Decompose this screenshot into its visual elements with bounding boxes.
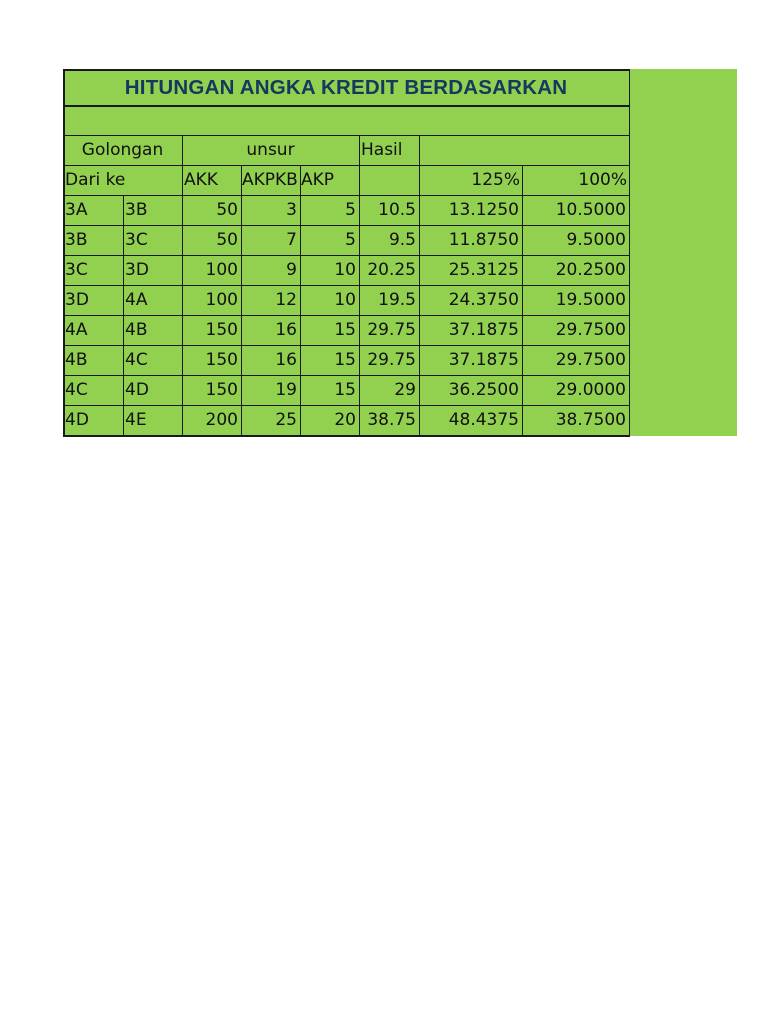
cell-hasil: 20.25 (367, 260, 416, 280)
grid-line-bottom (63, 435, 630, 437)
grid-line-top (63, 69, 630, 71)
cell-dari: 4C (65, 380, 88, 400)
cell-ke: 3C (125, 230, 148, 250)
cell-akp: 5 (345, 200, 356, 220)
cell-p100: 19.5000 (555, 290, 626, 310)
cell-akk: 100 (205, 260, 238, 280)
cell-p125: 36.2500 (448, 380, 519, 400)
cell-p100: 29.7500 (555, 320, 626, 340)
cell-akk: 150 (205, 320, 238, 340)
cell-hasil: 19.5 (378, 290, 416, 310)
header-100: 100% (578, 170, 627, 190)
cell-ke: 4C (125, 350, 148, 370)
cell-dari: 4D (65, 410, 89, 430)
cell-ke: 3D (125, 260, 149, 280)
cell-ke: 4A (125, 290, 148, 310)
cell-p125: 13.1250 (448, 200, 519, 220)
cell-hasil: 29.75 (367, 350, 416, 370)
spreadsheet-table (63, 69, 737, 436)
header-unsur: unsur (246, 140, 295, 160)
cell-p125: 37.1875 (448, 350, 519, 370)
cell-p125: 37.1875 (448, 320, 519, 340)
cell-p125: 11.8750 (448, 230, 519, 250)
cell-hasil: 9.5 (388, 230, 416, 250)
cell-hasil: 38.75 (367, 410, 416, 430)
cell-p100: 29.7500 (555, 350, 626, 370)
cell-akpkb: 9 (286, 260, 297, 280)
cell-p100: 29.0000 (555, 380, 626, 400)
header-dari-ke: Dari ke (65, 170, 126, 190)
cell-akk: 200 (205, 410, 238, 430)
cell-akp: 15 (334, 350, 356, 370)
cell-hasil: 29.75 (367, 320, 416, 340)
cell-akk: 150 (205, 380, 238, 400)
cell-hasil: 10.5 (378, 200, 416, 220)
header-hasil: Hasil (361, 140, 403, 160)
cell-akk: 50 (216, 200, 238, 220)
sheet-title: HITUNGAN ANGKA KREDIT BERDASARKAN (124, 76, 568, 99)
cell-akpkb: 19 (275, 380, 297, 400)
grid-line-title (63, 105, 630, 107)
cell-dari: 3A (65, 200, 88, 220)
cell-p125: 48.4375 (448, 410, 519, 430)
cell-akp: 15 (334, 380, 356, 400)
cell-akpkb: 7 (286, 230, 297, 250)
header-golongan: Golongan (81, 140, 164, 160)
header-akp: AKP (301, 170, 335, 190)
cell-p125: 25.3125 (448, 260, 519, 280)
cell-p100: 9.5000 (566, 230, 626, 250)
cell-akk: 100 (205, 290, 238, 310)
cell-dari: 4B (65, 350, 88, 370)
cell-p125: 24.3750 (448, 290, 519, 310)
cell-ke: 4E (125, 410, 147, 430)
cell-akp: 10 (334, 260, 356, 280)
grid-line-right (629, 69, 630, 437)
cell-p100: 20.2500 (555, 260, 626, 280)
cell-ke: 3B (125, 200, 148, 220)
cell-akpkb: 12 (275, 290, 297, 310)
cell-akp: 20 (334, 410, 356, 430)
cell-dari: 3C (65, 260, 88, 280)
cell-akp: 5 (345, 230, 356, 250)
cell-p100: 38.7500 (555, 410, 626, 430)
cell-akpkb: 3 (286, 200, 297, 220)
grid-line-vert (123, 195, 124, 435)
cell-dari: 3B (65, 230, 88, 250)
cell-dari: 4A (65, 320, 88, 340)
cell-akpkb: 25 (275, 410, 297, 430)
cell-akpkb: 16 (275, 350, 297, 370)
cell-ke: 4B (125, 320, 148, 340)
grid-line-vert (359, 165, 360, 195)
cell-akpkb: 16 (275, 320, 297, 340)
grid-line-vert (359, 135, 360, 165)
cell-akk: 150 (205, 350, 238, 370)
cell-p100: 10.5000 (555, 200, 626, 220)
cell-akp: 15 (334, 320, 356, 340)
cell-hasil: 29 (394, 380, 416, 400)
header-akk: AKK (184, 170, 218, 190)
cell-akk: 50 (216, 230, 238, 250)
cell-dari: 3D (65, 290, 89, 310)
cell-ke: 4D (125, 380, 149, 400)
grid-line-vert (182, 165, 183, 195)
header-akpkb: AKPKB (242, 170, 298, 190)
cell-akp: 10 (334, 290, 356, 310)
header-125: 125% (471, 170, 520, 190)
